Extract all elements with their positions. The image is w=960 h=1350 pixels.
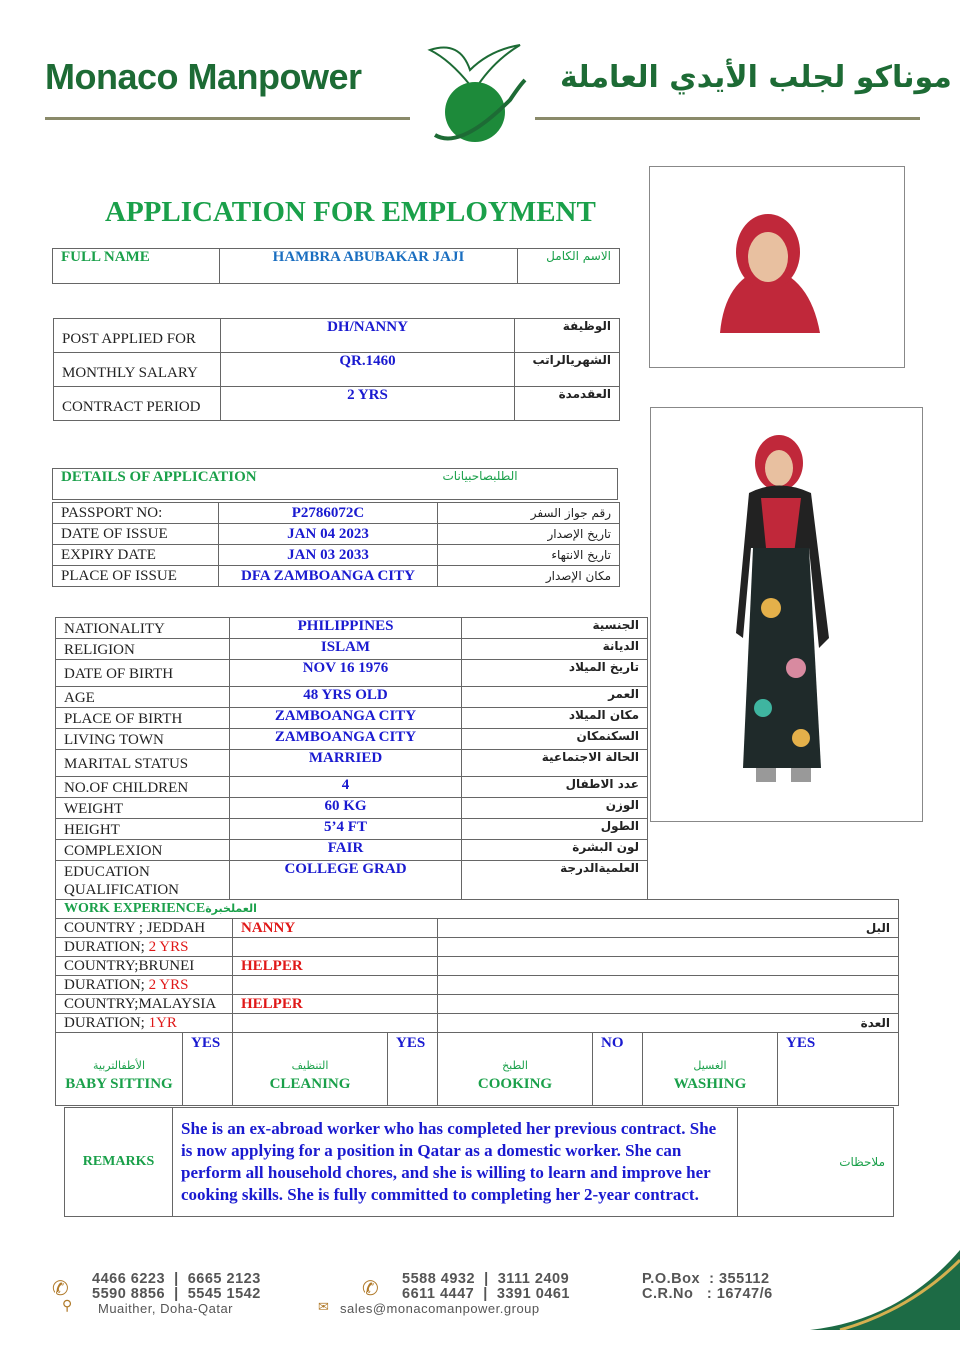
work-row-label — [56, 976, 233, 995]
work-experience-header — [56, 900, 899, 919]
work-experience-table — [55, 899, 899, 1106]
personal-row-label: MARITAL STATUS — [56, 750, 230, 777]
work-row-label — [56, 995, 233, 1014]
passport-table — [52, 502, 620, 587]
work-row-duration: 2 YRS — [148, 976, 189, 993]
skill-label-ar: التنظيف — [291, 1059, 329, 1072]
work-row-role: NANNY — [233, 919, 438, 938]
personal-row-label: COMPLEXION — [56, 840, 230, 861]
work-row-prefix: DURATION; — [64, 938, 149, 955]
personal-row-label: LIVING TOWN — [56, 729, 230, 750]
personal-row-label-ar: تاريخ الميلاد — [462, 660, 648, 687]
personal-row-label-ar: الجنسية — [462, 618, 648, 639]
work-row-prefix: COUNTRY;MALAYSIA — [64, 995, 217, 1012]
email-link[interactable]: sales@monacomanpower.group — [340, 1301, 540, 1316]
phone-number: 5590 8856 — [92, 1286, 166, 1302]
skill-label-en: BABY SITTING — [65, 1076, 173, 1092]
details-label-ar: الطلبصاحبيانات — [383, 469, 618, 500]
work-row-prefix: COUNTRY ; JEDDAH — [64, 919, 206, 936]
phone-group-2: 5588 4932 | 3111 2409 6611 4447 | 3391 0461 — [402, 1271, 570, 1302]
skill-label-en: COOKING — [477, 1076, 553, 1092]
remarks-label-ar: ملاحظات — [738, 1108, 894, 1217]
phone-icon: ✆ — [362, 1278, 379, 1300]
work-row-prefix: COUNTRY;BRUNEI — [64, 957, 195, 974]
skill-label-en: CLEANING — [269, 1076, 351, 1092]
work-row-label — [56, 919, 233, 938]
phone-number: 3111 2409 — [497, 1271, 570, 1287]
work-experience-label: WORK EXPERIENCE — [64, 901, 206, 916]
work-row-prefix: DURATION; — [64, 976, 149, 993]
header-rule-right — [535, 117, 920, 120]
skill-label — [56, 1033, 183, 1106]
header-rule-left — [45, 117, 410, 120]
personal-row-label: AGE — [56, 687, 230, 708]
passport-row-label-ar: مكان الإصدار — [438, 566, 620, 587]
full-body-photo — [650, 407, 923, 822]
work-row-label-ar: العدة — [438, 1014, 899, 1033]
skill-label — [233, 1033, 388, 1106]
skill-label-ar: الطبخ — [502, 1059, 528, 1072]
full-name-label-ar: الاسم الكامل — [518, 249, 620, 284]
passport-row-value: DFA ZAMBOANGA CITY — [219, 566, 438, 587]
skill-label — [438, 1033, 593, 1106]
remarks-table — [64, 1107, 894, 1217]
details-label: DETAILS OF APPLICATION — [53, 469, 383, 500]
work-row-label-ar — [438, 957, 899, 976]
personal-row-label: NO.OF CHILDREN — [56, 777, 230, 798]
location-icon: ⚲ — [62, 1299, 73, 1314]
skill-value: YES — [183, 1033, 233, 1106]
skill-label-en: WASHING — [673, 1076, 747, 1092]
phone-number: 6665 2123 — [187, 1271, 261, 1287]
phone-number: 5545 1542 — [187, 1286, 261, 1302]
passport-row-label-ar: رقم جواز السفر — [438, 503, 620, 524]
registration-info — [642, 1272, 773, 1302]
work-row-label — [56, 1014, 233, 1033]
personal-row-label: HEIGHT — [56, 819, 230, 840]
phone-number: 4466 6223 — [92, 1271, 166, 1287]
work-row-duration: 2 YRS — [148, 938, 189, 955]
personal-row-label: PLACE OF BIRTH — [56, 708, 230, 729]
personal-row-value: FAIR — [230, 840, 462, 861]
phone-number: 3391 0461 — [496, 1286, 570, 1302]
work-row-label-ar — [438, 938, 899, 957]
email-icon: ✉ — [318, 1299, 329, 1314]
work-row-prefix: DURATION; — [64, 1014, 149, 1031]
personal-row-label: NATIONALITY — [56, 618, 230, 639]
work-row-label — [56, 938, 233, 957]
personal-row-label-ar: الحالة الاجتماعية — [462, 750, 648, 777]
work-row-label-ar — [438, 995, 899, 1014]
personal-row-label-ar: السكنمكان — [462, 729, 648, 750]
company-name-ar: موناكو لجلب الأيدي العاملة — [560, 60, 952, 95]
details-header — [52, 468, 618, 500]
skill-value: YES — [778, 1033, 899, 1106]
phone-number: 5588 4932 — [402, 1271, 476, 1287]
post-row-label-ar: العقدمدة — [515, 387, 620, 421]
phone-number: 6611 4447 — [402, 1286, 475, 1302]
passport-row-label: DATE OF ISSUE — [53, 524, 219, 545]
work-row-role — [233, 1014, 438, 1033]
work-row-role — [233, 976, 438, 995]
portrait-photo — [649, 166, 905, 368]
post-row-label-ar: الشهريالراتب — [515, 353, 620, 387]
personal-table — [55, 617, 648, 900]
company-logo-icon — [420, 40, 530, 145]
po-box: P.O.Box : 355112 — [642, 1271, 770, 1287]
cr-number: C.R.No : 16747/6 — [642, 1286, 773, 1302]
passport-row-label: EXPIRY DATE — [53, 545, 219, 566]
personal-row-value: COLLEGE GRAD — [230, 861, 462, 900]
passport-row-value: JAN 03 2033 — [219, 545, 438, 566]
work-row-label-ar — [438, 976, 899, 995]
work-row-duration: 1YR — [148, 1014, 177, 1031]
full-name-table — [52, 248, 620, 284]
post-row-label: MONTHLY SALARY — [54, 353, 221, 387]
full-name-value: HAMBRA ABUBAKAR JAJI — [220, 249, 518, 284]
passport-row-label: PLACE OF ISSUE — [53, 566, 219, 587]
personal-row-label: RELIGION — [56, 639, 230, 660]
remarks-text: She is an ex-abroad worker who has completed her previous contract. She is now applying for a position in Qatar as a domestic worker. She can perform all household chores, and she is willing to learn and improve her cooking skills. She is fully committed to completing her 2-year contract. — [173, 1108, 738, 1217]
page-title: APPLICATION FOR EMPLOYMENT — [105, 196, 596, 228]
post-row-value: QR.1460 — [221, 353, 515, 387]
personal-row-value: 48 YRS OLD — [230, 687, 462, 708]
personal-row-label-ar: الديانة — [462, 639, 648, 660]
personal-row-label-ar: الطول — [462, 819, 648, 840]
address: Muaither, Doha-Qatar — [98, 1301, 234, 1316]
full-name-label: FULL NAME — [53, 249, 220, 284]
post-row-value: DH/NANNY — [221, 319, 515, 353]
personal-row-label-ar: الوزن — [462, 798, 648, 819]
passport-row-label-ar: تاريخ الانتهاء — [438, 545, 620, 566]
personal-row-label-ar: مكان الميلاد — [462, 708, 648, 729]
personal-row-label: EDUCATION QUALIFICATION — [56, 861, 230, 900]
skill-label — [643, 1033, 778, 1106]
post-row-value: 2 YRS — [221, 387, 515, 421]
full-body-person-icon — [651, 408, 922, 821]
post-row-label: CONTRACT PERIOD — [54, 387, 221, 421]
footer-swoosh-decoration — [810, 1250, 960, 1330]
passport-row-value: JAN 04 2023 — [219, 524, 438, 545]
personal-row-label-ar: عدد الاطفال — [462, 777, 648, 798]
skill-value: YES — [388, 1033, 438, 1106]
personal-row-label-ar: العمر — [462, 687, 648, 708]
portrait-person-icon — [650, 167, 904, 367]
personal-row-value: 4 — [230, 777, 462, 798]
skill-label-ar: الأطفالتربية — [92, 1059, 146, 1072]
post-row-label-ar: الوظيفة — [515, 319, 620, 353]
work-row-role — [233, 938, 438, 957]
work-experience-label-ar: العملخبرة — [205, 902, 257, 915]
personal-row-value: 5’4 FT — [230, 819, 462, 840]
personal-row-value: 60 KG — [230, 798, 462, 819]
personal-row-value: ZAMBOANGA CITY — [230, 708, 462, 729]
personal-row-value: MARRIED — [230, 750, 462, 777]
work-row-role: HELPER — [233, 957, 438, 976]
post-table — [53, 318, 620, 421]
passport-row-label-ar: تاريخ الإصدار — [438, 524, 620, 545]
personal-row-label: DATE OF BIRTH — [56, 660, 230, 687]
personal-row-value: ISLAM — [230, 639, 462, 660]
remarks-label: REMARKS — [65, 1108, 173, 1217]
personal-row-value: NOV 16 1976 — [230, 660, 462, 687]
post-row-label: POST APPLIED FOR — [54, 319, 221, 353]
passport-row-label: PASSPORT NO: — [53, 503, 219, 524]
personal-row-label-ar: لون البشرة — [462, 840, 648, 861]
passport-row-value: P2786072C — [219, 503, 438, 524]
work-row-label — [56, 957, 233, 976]
skill-value: NO — [593, 1033, 643, 1106]
work-row-label-ar: البل — [438, 919, 899, 938]
personal-row-label-ar: العلميةالدرجة — [462, 861, 648, 900]
skill-label-ar: الغسيل — [693, 1059, 727, 1072]
phone-group-1: 4466 6223 | 6665 2123 5590 8856 | 5545 1542 — [92, 1271, 261, 1302]
personal-row-label: WEIGHT — [56, 798, 230, 819]
personal-row-value: ZAMBOANGA CITY — [230, 729, 462, 750]
company-name-en: Monaco Manpower — [45, 56, 362, 97]
personal-row-value: PHILIPPINES — [230, 618, 462, 639]
work-row-role: HELPER — [233, 995, 438, 1014]
phone-icon: ✆ — [52, 1278, 69, 1300]
